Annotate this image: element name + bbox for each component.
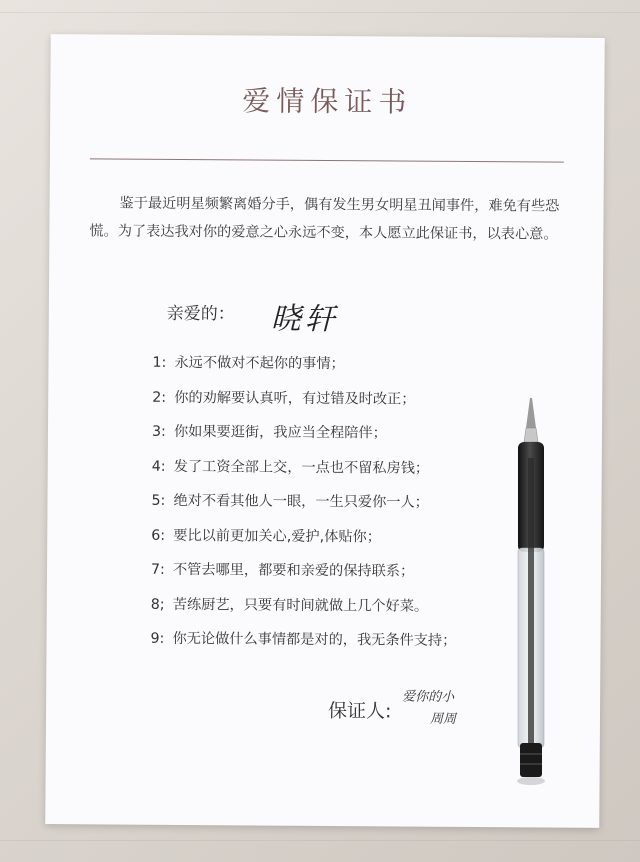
signature-label: 保证人: <box>327 700 392 723</box>
clause-text: 苦练厨艺，只要有时间就做上几个好菜。 <box>172 596 429 615</box>
clause-text: 要比以前更加关心,爱护,体贴你； <box>173 527 381 545</box>
signature-handwritten <box>402 687 512 732</box>
clause-text: 你的劝解要认真听，有过错及时改正； <box>174 389 416 408</box>
clause-number: 6: <box>151 527 166 544</box>
clause-number: 9: <box>150 630 165 647</box>
greeting-name-handwritten: 晓轩 <box>270 301 339 338</box>
clause-text: 不管去哪里，都要和亲爱的保持联系； <box>172 561 415 580</box>
title-divider <box>90 158 564 162</box>
clause-number: 4: <box>151 458 166 475</box>
clause-number: 8; <box>150 596 165 613</box>
clause-item <box>152 352 592 390</box>
clause-number: 5: <box>151 492 166 509</box>
clause-text: 永远不做对不起你的事情； <box>174 354 345 373</box>
clause-text: 绝对不看其他人一眼，一生只爱你一人； <box>173 492 429 511</box>
greeting-label: 亲爱的： <box>166 303 235 325</box>
clause-number: 1: <box>152 354 167 371</box>
clause-number: 2: <box>152 389 167 406</box>
signature-line: 周周 <box>429 711 457 727</box>
clause-text: 你如果要逛街，我应当全程陪伴； <box>173 423 387 442</box>
wood-grain <box>0 12 640 13</box>
intro-paragraph: 鉴于最近明星频繁离婚分手，偶有发生男女明星丑闻事件，难免有些恐慌。为了表达我对你的爱意之心永远不变，本人愿立此保证书，以表心意。 <box>89 195 560 243</box>
clause-number: 3: <box>151 423 166 440</box>
clause-text: 发了工资全部上交，一点也不留私房钱； <box>173 458 430 477</box>
gel-pen-icon <box>500 398 550 788</box>
document-title: 爱情保证书 <box>242 84 413 119</box>
signature-line: 爱你的小 <box>402 689 455 705</box>
clause-number: 7: <box>150 561 165 578</box>
clause-text: 你无论做什么事情都是对的，我无条件支持； <box>172 630 457 649</box>
wood-grain <box>0 840 640 841</box>
